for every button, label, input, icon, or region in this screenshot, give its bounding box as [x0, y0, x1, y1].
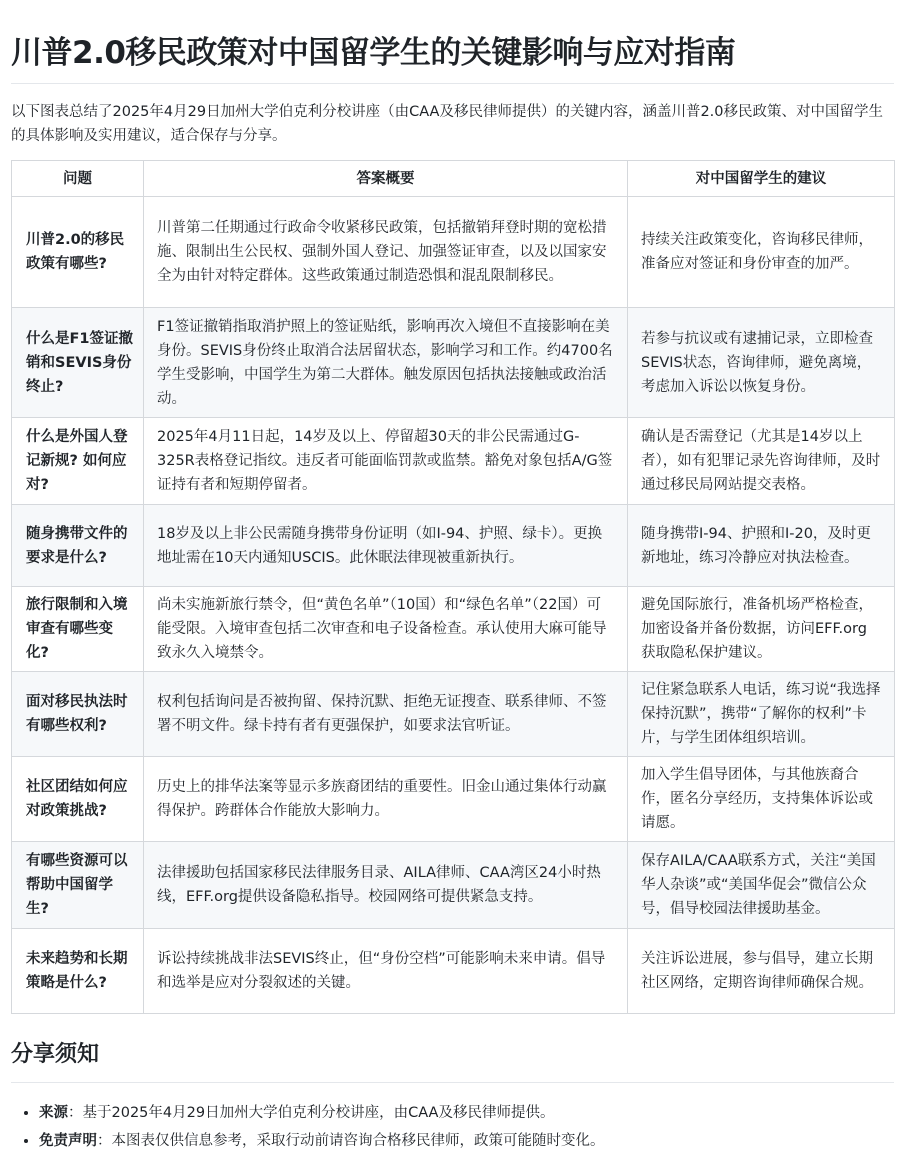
- table-row: [12, 418, 895, 505]
- answer-cell: 川普第二任期通过行政命令收紧移民政策，包括撤销拜登时期的宽松措施、限制出生公民权、强制外国人登记、加强签证审查，以及以国家安全为由针对特定群体。这些政策通过制造恐惧和混乱限制移民。: [144, 197, 628, 308]
- answer-cell: 法律援助包括国家移民法律服务目录、AILA律师、CAA湾区24小时热线，EFF.org提供设备隐私指导。校园网络可提供紧急支持。: [144, 842, 628, 929]
- table-row: [12, 672, 895, 757]
- advice-cell: 持续关注政策变化，咨询移民律师，准备应对签证和身份审查的加严。: [628, 197, 895, 308]
- answer-cell: 18岁及以上非公民需随身携带身份证明（如I-94、护照、绿卡）。更换地址需在10天内通知USCIS。此休眠法律现被重新执行。: [144, 505, 628, 587]
- intro-paragraph: 以下图表总结了2025年4月29日加州大学伯克利分校讲座（由CAA及移民律师提供）的关键内容，涵盖川普2.0移民政策、对中国留学生的具体影响及实用建议，适合保存与分享。: [11, 104, 883, 144]
- answer-cell: 诉讼持续挑战非法SEVIS终止，但“身份空档”可能影响未来申请。倡导和选举是应对分裂叙述的关键。: [144, 929, 628, 1014]
- answer-cell: 2025年4月11日起，14岁及以上、停留超30天的非公民需通过G-325R表格登记指纹。违反者可能面临罚款或监禁。豁免对象包括A/G签证持有者和短期停留者。: [144, 418, 628, 505]
- answer-cell: 历史上的排华法案等显示多族裔团结的重要性。旧金山通过集体行动赢得保护。跨群体合作能放大影响力。: [144, 757, 628, 842]
- header-advice: 对中国留学生的建议: [628, 161, 895, 197]
- page-title: 川普2.0移民政策对中国留学生的关键影响与应对指南: [11, 0, 894, 84]
- advice-cell: 确认是否需登记（尤其是14岁以上者），如有犯罪记录先咨询律师，及时通过移民局网站提交表格。: [628, 418, 895, 505]
- note-label-disclaimer: 免责声明: [39, 1133, 97, 1149]
- question-cell: 随身携带文件的要求是什么?: [12, 505, 144, 587]
- advice-cell: 随身携带I-94、护照和I-20，及时更新地址，练习冷静应对执法检查。: [628, 505, 895, 587]
- table-row: [12, 757, 895, 842]
- table-row: [12, 929, 895, 1014]
- question-cell: 有哪些资源可以帮助中国留学生?: [12, 842, 144, 929]
- list-item: [39, 1127, 894, 1155]
- question-cell: 什么是外国人登记新规? 如何应对?: [12, 418, 144, 505]
- header-answer: 答案概要: [144, 161, 628, 197]
- question-cell: 什么是F1签证撤销和SEVIS身份终止?: [12, 308, 144, 418]
- answer-cell: F1签证撤销指取消护照上的签证贴纸，影响再次入境但不直接影响在美身份。SEVIS身份终止取消合法居留状态，影响学习和工作。约4700名学生受影响，中国学生为第二大群体。触发原因包括执法接触或政治活动。: [144, 308, 628, 418]
- advice-cell: 关注诉讼进展，参与倡导，建立长期社区网络，定期咨询律师确保合规。: [628, 929, 895, 1014]
- question-cell: 川普2.0的移民政策有哪些?: [12, 197, 144, 308]
- answer-cell: 权利包括询问是否被拘留、保持沉默、拒绝无证搜查、联系律师、不签署不明文件。绿卡持有者有更强保护，如要求法官听证。: [144, 672, 628, 757]
- advice-cell: 记住紧急联系人电话，练习说“我选择保持沉默”，携带“了解你的权利”卡片，与学生团体组织培训。: [628, 672, 895, 757]
- advice-cell: 避免国际旅行，准备机场严格检查，加密设备并备份数据，访问EFF.org获取隐私保护建议。: [628, 587, 895, 672]
- table-row: [12, 308, 895, 418]
- advice-cell: 保存AILA/CAA联系方式，关注“美国华人杂谈”或“美国华促会”微信公众号，倡导校园法律援助基金。: [628, 842, 895, 929]
- note-text-source: ：基于2025年4月29日加州大学伯克利分校讲座，由CAA及移民律师提供。: [68, 1105, 555, 1121]
- question-cell: 未来趋势和长期策略是什么?: [12, 929, 144, 1014]
- question-cell: 面对移民执法时有哪些权利?: [12, 672, 144, 757]
- share-notes-list: [11, 1099, 894, 1155]
- table-row: [12, 505, 895, 587]
- answer-cell: 尚未实施新旅行禁令，但“黄色名单”（10国）和“绿色名单”（22国）可能受限。入境审查包括二次审查和电子设备检查。承认使用大麻可能导致永久入境禁令。: [144, 587, 628, 672]
- question-cell: 社区团结如何应对政策挑战?: [12, 757, 144, 842]
- qa-table: [11, 160, 895, 1014]
- question-cell: 旅行限制和入境审查有哪些变化?: [12, 587, 144, 672]
- header-question: 问题: [12, 161, 144, 197]
- note-label-source: 来源: [39, 1105, 68, 1121]
- table-row: [12, 197, 895, 308]
- share-heading: 分享须知: [11, 1040, 894, 1083]
- note-text-disclaimer: ：本图表仅供信息参考，采取行动前请咨询合格移民律师，政策可能随时变化。: [97, 1133, 605, 1149]
- table-row: [12, 587, 895, 672]
- table-row: [12, 842, 895, 929]
- table-header-row: [12, 161, 895, 197]
- advice-cell: 加入学生倡导团体，与其他族裔合作，匿名分享经历，支持集体诉讼或请愿。: [628, 757, 895, 842]
- advice-cell: 若参与抗议或有逮捕记录，立即检查SEVIS状态，咨询律师，避免离境，考虑加入诉讼以恢复身份。: [628, 308, 895, 418]
- list-item: [39, 1099, 894, 1127]
